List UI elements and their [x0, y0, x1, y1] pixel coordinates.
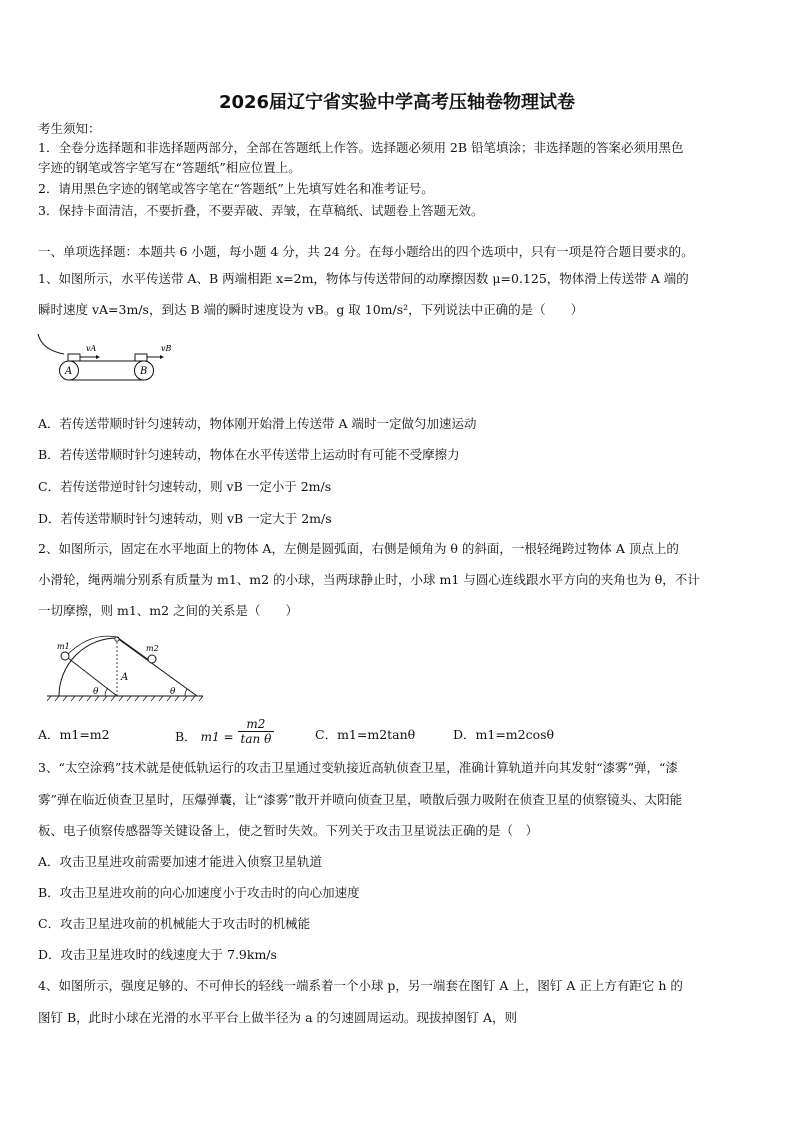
q2-options — [38, 717, 758, 753]
q2-option-c: C．m1=m2tanθ — [315, 727, 416, 742]
notice-item-1: 1．全卷分选择题和非选择题两部分，全部在答题纸上作答。选择题必须用 2B 铅笔填涂；非选择题的答案必须用黑色 — [38, 140, 684, 155]
q3-option-d: D．攻击卫星进攻时的线速度大于 7.9km/s — [38, 947, 277, 962]
q2-label-theta-left: θ — [93, 687, 99, 697]
q2-label-theta-right: θ — [170, 687, 176, 697]
q1-label-a: A — [65, 366, 73, 377]
q3-stem-line2: 雾”弹在临近侦查卫星时，压爆弹囊，让“漆雾”散开并喷向侦查卫星，喷散后强力吸附在侦查卫星的侦察镜头、太阳能 — [38, 792, 683, 807]
q2-label-m1: m1 — [57, 642, 70, 651]
q2-option-b-fraction — [238, 717, 275, 746]
q1-option-b: B．若传送带顺时针匀速转动，物体在水平传送带上运动时有可能不受摩擦力 — [38, 447, 460, 462]
q3-option-b: B．攻击卫星进攻前的向心加速度小于攻击时的向心加速度 — [38, 885, 360, 900]
q2-option-b-prefix: B． — [175, 729, 197, 744]
q2-option-a: A．m1=m2 — [38, 727, 110, 742]
q4-stem-line2: 图钉 B，此时小球在光滑的水平平台上做半径为 a 的匀速圆周运动。现拔掉图钉 A，则 — [38, 1010, 518, 1025]
q2-option-b — [175, 717, 274, 752]
q3-stem-line3: 板、电子侦察传感器等关键设备上，使之暂时失效。下列关于攻击卫星说法正确的是（ ） — [38, 823, 539, 838]
q2-option-b-denominator: tan θ — [240, 732, 272, 746]
q1-block-b — [135, 354, 147, 361]
q1-option-d: D．若传送带顺时针匀速转动，则 vB 一定大于 2m/s — [38, 511, 332, 526]
section-heading: 一、单项选择题：本题共 6 小题，每小题 4 分，共 24 分。在每小题给出的四个选项中，只有一项是符合题目要求的。 — [38, 244, 694, 259]
notice-item-1-cont: 字迹的钢笔或答字笔写在“答题纸”相应位置上。 — [38, 160, 301, 175]
q1-stem-line1: 1、如图所示，水平传送带 A、B 两端相距 x=2m，物体与传送带间的动摩擦因数 μ=0.125，物体滑上传送带 A 端的 — [38, 271, 689, 286]
q3-stem-line1: 3、“太空涂鸦”技术就是使低轨运行的攻击卫星通过变轨接近高轨侦查卫星，准确计算轨道并向其发射“漆雾”弹，“漆 — [38, 760, 678, 775]
q2-label-a: A — [121, 672, 129, 683]
q2-stem-line2: 小滑轮，绳两端分别系有质量为 m1、m2 的小球，当两球静止时，小球 m1 与圆心连线跟水平方向的夹角也为 θ，不计 — [38, 572, 700, 587]
q2-ball-m1 — [61, 652, 69, 660]
notice-item-2: 2．请用黑色字迹的钢笔或答字笔在“答题纸”上先填写姓名和准考证号。 — [38, 181, 434, 196]
q1-option-a: A．若传送带顺时针匀速转动，物体刚开始滑上传送带 A 端时一定做匀加速运动 — [38, 416, 477, 431]
notice-item-3: 3．保持卡面清洁，不要折叠，不要弄破、弄皱，在草稿纸、试题卷上答题无效。 — [38, 203, 484, 218]
q1-label-vb: vB — [161, 344, 172, 353]
exam-title: 2026届辽宁省实验中学高考压轴卷物理试卷 — [218, 92, 576, 113]
q2-incline-figure — [45, 636, 205, 702]
q1-label-va: vA — [86, 344, 97, 353]
q2-option-b-lhs: m1 = — [200, 730, 234, 744]
q1-stem-line2: 瞬时速度 vA=3m/s，到达 B 端的瞬时速度设为 vB。g 取 10m/s²，下列说法中正确的是（ ） — [38, 302, 584, 317]
q1-conveyor-figure — [36, 332, 172, 384]
notice-heading: 考生须知： — [38, 121, 101, 136]
q2-option-b-numerator: m2 — [238, 717, 275, 732]
q2-stem-line3: 一切摩擦，则 m1、m2 之间的关系是（ ） — [38, 603, 299, 618]
q1-block-a — [68, 354, 80, 361]
q2-option-d: D．m1=m2cosθ — [453, 727, 555, 742]
q1-label-b: B — [140, 366, 148, 377]
q3-option-c: C．攻击卫星进攻前的机械能大于攻击时的机械能 — [38, 916, 311, 931]
q1-option-c: C．若传送带逆时针匀速转动，则 vB 一定小于 2m/s — [38, 479, 332, 494]
q2-stem-line1: 2、如图所示，固定在水平地面上的物体 A，左侧是圆弧面，右侧是倾角为 θ 的斜面，一根轻绳跨过物体 A 顶点上的 — [38, 541, 679, 556]
q2-label-m2: m2 — [146, 644, 159, 653]
q4-stem-line1: 4、如图所示，强度足够的、不可伸长的轻线一端系着一个小球 p，另一端套在图钉 A 上，图钉 A 正上方有距它 h 的 — [38, 978, 683, 993]
q2-ball-m2 — [148, 655, 156, 663]
q3-option-a: A．攻击卫星进攻前需要加速才能进入侦察卫星轨道 — [38, 854, 323, 869]
